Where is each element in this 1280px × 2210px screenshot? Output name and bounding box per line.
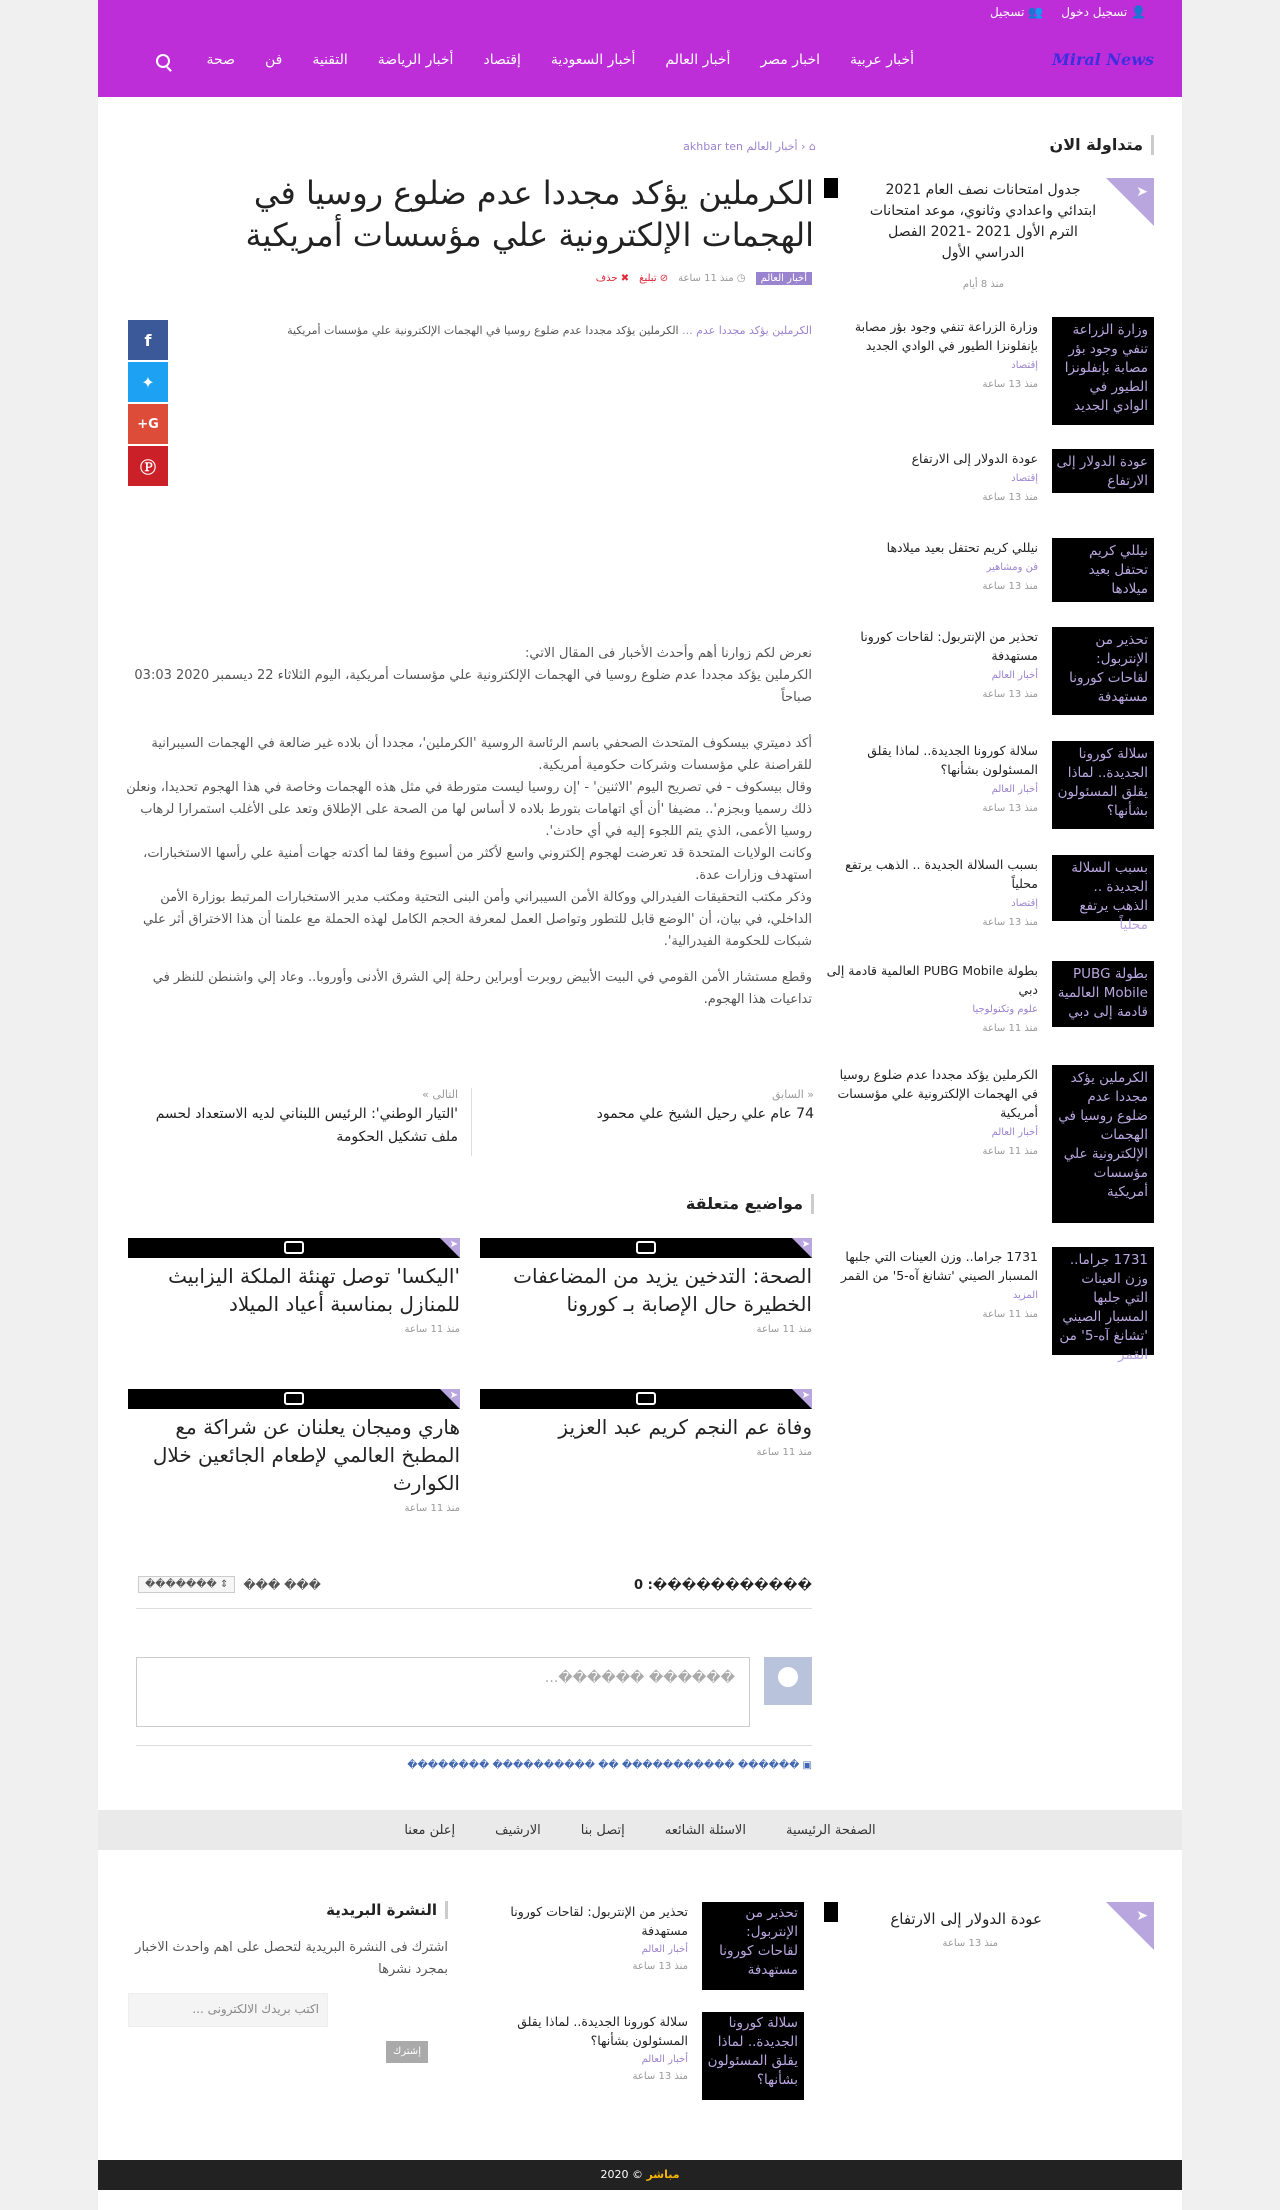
footer-nav-item[interactable]: الصفحة الرئيسية bbox=[785, 1822, 876, 1838]
newsletter-subscribe-button[interactable]: إشترك bbox=[386, 2041, 428, 2063]
image-icon bbox=[636, 1241, 656, 1254]
related-time: منذ 11 ساعة bbox=[404, 1324, 460, 1335]
page bbox=[98, 0, 1182, 2210]
pin-icon: ➤ bbox=[449, 1390, 458, 1401]
next-title: 'التيار الوطني': الرئيس اللبناني لديه الاستعداد لحسم ملف تشكيل الحكومة bbox=[155, 1106, 458, 1145]
trending-time: منذ 11 ساعة bbox=[982, 1023, 1038, 1034]
time-label: منذ 11 ساعة bbox=[678, 273, 734, 284]
related-item[interactable] bbox=[128, 1389, 460, 1514]
related-title: 'اليكسا' توصل تهنئة الملكة اليزابيث للمنازل بمناسبة أعياد الميلاد bbox=[168, 1264, 460, 1316]
report-button[interactable]: ⊘ تبليغ bbox=[639, 273, 669, 284]
trending-time: منذ 11 ساعة bbox=[982, 1309, 1038, 1320]
pin-icon: ➤ bbox=[449, 1239, 458, 1250]
copyright bbox=[98, 2160, 1182, 2190]
nav-item[interactable]: أخبار السعودية bbox=[550, 52, 636, 68]
prev-label: « السابق bbox=[771, 1088, 814, 1101]
avatar bbox=[764, 1657, 812, 1705]
nav-item[interactable]: أخبار عربية bbox=[850, 52, 914, 68]
trending-time: منذ 13 ساعة bbox=[982, 803, 1038, 814]
footer-nav-item[interactable]: إتصل بنا bbox=[580, 1822, 625, 1838]
footer bbox=[98, 1870, 1182, 2160]
divider bbox=[136, 1745, 812, 1746]
nav-item[interactable]: فن bbox=[264, 52, 283, 68]
trending-thumb: وزارة الزراعة تنفي وجود بؤر مصابة بإنفلونزا الطيور في الوادي الجديد bbox=[1052, 317, 1154, 425]
trending-title: نيللي كريم تحتفل بعيد ميلادها bbox=[886, 540, 1038, 555]
newsletter-email-input[interactable]: اكتب بريدك الالكترونى ... bbox=[128, 1993, 328, 2027]
divider bbox=[136, 1608, 812, 1609]
trending-thumb: بسبب السلالة الجديدة .. الذهب يرتفع محلياً bbox=[1052, 855, 1154, 921]
article-intro bbox=[122, 643, 812, 709]
category-badge[interactable]: أخبار العالم bbox=[756, 272, 812, 285]
pin-icon: ➤ bbox=[1136, 184, 1148, 200]
trending-category[interactable]: إقتصاد bbox=[1011, 360, 1038, 371]
footer-featured[interactable] bbox=[824, 1902, 1154, 1962]
footer-item-title: تحذير من الإنتربول: لقاحات كورونا مستهدفة bbox=[510, 1904, 688, 1938]
footer-thumb: سلالة كورونا الجديدة.. لماذا يقلق المسئولون بشأنها؟ bbox=[702, 2012, 804, 2100]
image-alt-link[interactable]: الكرملين يؤكد مجددا عدم ... bbox=[682, 324, 812, 337]
search-icon[interactable] bbox=[156, 54, 170, 68]
pin-icon: ➤ bbox=[801, 1390, 810, 1401]
sort-select[interactable]: ⇕ ������� bbox=[138, 1576, 235, 1593]
trending-title: 1731 جراما.. وزن العينات التي جلبها المسبار الصيني 'تشانغ آه-5' من القمر bbox=[840, 1249, 1038, 1283]
fb-plugin-label: ������ ����������� �� ���������� �������� bbox=[407, 1760, 800, 1771]
trending-time: منذ 13 ساعة bbox=[982, 917, 1038, 928]
copyright-year: 2020 © bbox=[600, 2168, 643, 2181]
next-post[interactable] bbox=[128, 1088, 458, 1149]
thumb-placeholder bbox=[824, 1902, 838, 1922]
image-icon bbox=[284, 1392, 304, 1405]
newsletter-text: اشترك فى النشرة البريدية لتحصل على اهم واحدث الاخبار بمجرد نشرها bbox=[135, 1940, 448, 1977]
article-time: ◷ منذ 11 ساعة bbox=[678, 273, 746, 284]
breadcrumb-section[interactable]: أخبار العالم bbox=[746, 140, 798, 153]
trending-title: الكرملين يؤكد مجددا عدم ضلوع روسيا في الهجمات الإلكترونية علي مؤسسات أمريكية bbox=[837, 1067, 1038, 1120]
featured-time: منذ 8 أيام bbox=[962, 279, 1004, 290]
register-label: تسجيل bbox=[989, 5, 1025, 19]
trending-title: وزارة الزراعة تنفي وجود بؤر مصابة بإنفلونزا الطيور في الوادي الجديد bbox=[854, 319, 1038, 353]
footer-item-time: منذ 13 ساعة bbox=[632, 1961, 688, 1972]
main-nav bbox=[177, 52, 914, 68]
footer-featured-title: عودة الدولار إلى الارتفاع bbox=[890, 1910, 1042, 1928]
home-icon[interactable]: ⌂ bbox=[809, 140, 816, 153]
image-icon bbox=[284, 1241, 304, 1254]
footer-item-title: سلالة كورونا الجديدة.. لماذا يقلق المسئولون بشأنها؟ bbox=[517, 2014, 688, 2048]
delete-button[interactable]: ✖ حذف bbox=[595, 273, 630, 284]
prev-post[interactable] bbox=[484, 1088, 814, 1126]
related-title: هاري وميجان يعلنان عن شراكة مع المطبخ العالمي لإطعام الجائعين خلال الكوارث bbox=[152, 1415, 460, 1495]
divider bbox=[471, 1088, 472, 1156]
footer-item-category[interactable]: أخبار العالم bbox=[641, 2054, 688, 2065]
intro-line-1: نعرض لكم زوارنا أهم وأحدث الأخبار فى المقال الاتي: bbox=[525, 646, 812, 661]
nav-item[interactable]: أخبار الرياضة bbox=[377, 52, 454, 68]
article-meta bbox=[596, 272, 812, 285]
nav-item[interactable]: التقنية bbox=[312, 52, 348, 68]
footer-nav-item[interactable]: الاسئلة الشائعه bbox=[664, 1822, 746, 1838]
facebook-share-icon[interactable]: f bbox=[128, 320, 168, 360]
trending-time: منذ 11 ساعة bbox=[982, 1146, 1038, 1157]
paragraph: وقال بيسكوف - في تصريح اليوم 'الاثنين' - 'إن روسيا ليست متورطة في مثل هذه الهجمات وخاصة في هذا الهجوم تحديدا، ونعلن ذلك رسميا وبجزم'.. مضيفا 'أن أي اتهامات بتورط بلاده لا أساس لها من الصحة على الإطلاق وتعد على الأغلب استمرارا لرهاب روسيا الأعمى، الذي يتم اللجوء إليه في أي حادث'. bbox=[126, 780, 812, 839]
pin-icon: ➤ bbox=[1136, 1908, 1148, 1924]
image-alt-text: الكرملين يؤكد مجددا عدم ضلوع روسيا في الهجمات الإلكترونية علي مؤسسات أمريكية bbox=[287, 324, 679, 337]
trending-time: منذ 13 ساعة bbox=[982, 581, 1038, 592]
nav-item[interactable]: أخبار العالم bbox=[665, 52, 731, 68]
prev-title: 74 عام علي رحيل الشيخ علي محمود bbox=[596, 1106, 814, 1122]
related-item[interactable] bbox=[128, 1238, 460, 1335]
related-heading: مواضيع متعلقة bbox=[686, 1194, 814, 1214]
article-body bbox=[122, 733, 812, 1011]
user-links bbox=[990, 5, 1146, 19]
post-navigation bbox=[128, 1088, 814, 1158]
trending-title: تحذير من الإنتربول: لقاحات كورونا مستهدفة bbox=[860, 629, 1038, 663]
delete-label: حذف bbox=[595, 273, 618, 284]
trending-category[interactable]: أخبار العالم bbox=[991, 1127, 1038, 1138]
related-item[interactable] bbox=[480, 1238, 812, 1335]
copyright-brand[interactable]: مباشر bbox=[646, 2168, 680, 2181]
related-time: منذ 11 ساعة bbox=[756, 1324, 812, 1335]
footer-featured-time: منذ 13 ساعة bbox=[942, 1938, 998, 1949]
login-label: تسجيل دخول bbox=[1061, 5, 1128, 19]
footer-thumb: تحذير من الإنتربول: لقاحات كورونا مستهدفة bbox=[702, 1902, 804, 1990]
related-time: منذ 11 ساعة bbox=[756, 1447, 812, 1458]
footer-nav-item[interactable]: الارشيف bbox=[495, 1822, 541, 1838]
pin-icon: ➤ bbox=[801, 1239, 810, 1250]
related-time: منذ 11 ساعة bbox=[404, 1503, 460, 1514]
google-plus-share-icon[interactable]: G+ bbox=[128, 404, 168, 444]
trending-time: منذ 13 ساعة bbox=[982, 492, 1038, 503]
related-thumb bbox=[128, 1238, 460, 1258]
trending-title: بطولة PUBG Mobile العالمية قادمة إلى دبي bbox=[826, 963, 1038, 997]
twitter-share-icon[interactable]: ✦ bbox=[128, 362, 168, 402]
related-title: الصحة: التدخين يزيد من المضاعفات الخطيرة حال الإصابة بـ كورونا bbox=[513, 1264, 812, 1316]
paragraph: أكد دميتري بيسكوف المتحدث الصحفي باسم الرئاسة الروسية 'الكرملين'، مجددا أن بلاده غير ضالعة في الهجمات السيبرانية للقراصنة علي مؤسسات وشركات حكومية أمريكية. bbox=[151, 736, 812, 773]
sidebar-heading: متداولة الان bbox=[824, 135, 1154, 155]
trending-title: بسبب السلالة الجديدة .. الذهب يرتفع محلياً bbox=[845, 857, 1038, 891]
trending-category[interactable]: إقتصاد bbox=[1011, 898, 1038, 909]
comment-input[interactable]: ������ ������... bbox=[136, 1657, 750, 1727]
newsletter bbox=[128, 1900, 448, 2063]
trending-category[interactable]: إقتصاد bbox=[1011, 473, 1038, 484]
trending-thumb: عودة الدولار إلى الارتفاع bbox=[1052, 449, 1154, 493]
trending-thumb: سلالة كورونا الجديدة.. لماذا يقلق المسئولون بشأنها؟ bbox=[1052, 741, 1154, 829]
next-label: التالى » bbox=[422, 1088, 458, 1101]
trending-category[interactable]: أخبار العالم bbox=[991, 784, 1038, 795]
trending-title: سلالة كورونا الجديدة.. لماذا يقلق المسئولون بشأنها؟ bbox=[867, 743, 1038, 777]
related-title: وفاة عم النجم كريم عبد العزيز bbox=[558, 1415, 812, 1439]
trending-category[interactable]: المزيد bbox=[1012, 1290, 1038, 1301]
article-title: الكرملين يؤكد مجددا عدم ضلوع روسيا في الهجمات الإلكترونية علي مؤسسات أمريكية bbox=[245, 174, 814, 254]
newsletter-heading: النشرة البريدية bbox=[326, 1901, 448, 1919]
trending-thumb: 1731 جراما.. وزن العينات التي جلبها المسبار الصيني 'تشانغ آه-5' من القمر bbox=[1052, 1247, 1154, 1355]
comment-sort bbox=[138, 1576, 321, 1593]
site-header bbox=[98, 0, 1182, 97]
sidebar-trending bbox=[824, 135, 1154, 1363]
pinterest-share-icon[interactable]: Ⓟ bbox=[128, 446, 168, 486]
article-image bbox=[182, 324, 812, 337]
paragraph: وقطع مستشار الأمن القومي في البيت الأبيض روبرت أوبراين رحلة إلي الشرق الأدنى وأوروبا.. وعاد إلي واشنطن للنظر في تداعيات هذا الهجوم. bbox=[152, 970, 812, 1007]
sort-label: ��� ��� bbox=[243, 1577, 321, 1592]
paragraph: وكانت الولايات المتحدة قد تعرضت لهجوم إلكتروني واسع لأكثر من أسبوع وفقا لما أكدته جهات أمنية علي رأسها الاستخبارات، استهدف وزارات عدة. bbox=[143, 846, 812, 883]
trending-category[interactable]: أخبار العالم bbox=[991, 670, 1038, 681]
register-link[interactable]: 👥 تسجيل bbox=[989, 5, 1044, 19]
trending-thumb: نيللي كريم تحتفل بعيد ميلادها bbox=[1052, 538, 1154, 602]
report-label: تبليغ bbox=[639, 273, 657, 284]
trending-title: عودة الدولار إلى الارتفاع bbox=[911, 451, 1038, 466]
comment-count: �����������: 0 bbox=[634, 1578, 812, 1593]
footer-nav-item[interactable]: إعلن معنا bbox=[404, 1822, 456, 1838]
thumb-placeholder bbox=[824, 178, 838, 198]
related-thumb bbox=[128, 1389, 460, 1409]
footer-item-category[interactable]: أخبار العالم bbox=[641, 1944, 688, 1955]
trending-category[interactable]: فن ومشاهير bbox=[986, 562, 1038, 573]
sort-value: ������� bbox=[145, 1579, 217, 1590]
trending-time: منذ 13 ساعة bbox=[982, 379, 1038, 390]
related-thumb bbox=[480, 1238, 812, 1258]
pin-corner bbox=[1106, 1902, 1154, 1950]
trending-time: منذ 13 ساعة bbox=[982, 689, 1038, 700]
breadcrumb-source[interactable]: akhbar ten bbox=[683, 140, 744, 153]
related-thumb bbox=[480, 1389, 812, 1409]
nav-item[interactable]: اخبار مصر bbox=[760, 52, 821, 68]
trending-thumb: تحذير من الإنتربول: لقاحات كورونا مستهدفة bbox=[1052, 627, 1154, 715]
breadcrumb bbox=[683, 140, 816, 153]
site-logo[interactable]: Miral News bbox=[1052, 50, 1154, 69]
image-icon bbox=[636, 1392, 656, 1405]
footer-nav bbox=[98, 1810, 1182, 1850]
trending-thumb: بطولة PUBG Mobile العالمية قادمة إلى دبي bbox=[1052, 961, 1154, 1027]
featured-title: جدول امتحانات نصف العام 2021 ابتدائي واعدادي وثانوي، موعد امتحانات الترم الأول 2021 -2021 الفصل الدراسي الأول bbox=[869, 182, 1097, 261]
breadcrumb-separator: ‹ bbox=[797, 140, 806, 153]
paragraph: وذكر مكتب التحقيقات الفيدرالي ووكالة الأمن السيبراني وأمن البنى التحتية ومكتب مدير الاستخبارات المرتبط بوزارة الأمن الداخلي، في بيان، أن 'الوضع قابل للتطور وتواصل العمل لمعرفة الحجم الكامل لهذه الحملة مع علمنا أن هذا الاختراق أثر علي شبكات للحكومة الفيدرالية'. bbox=[142, 890, 812, 949]
related-item[interactable] bbox=[480, 1389, 812, 1458]
trending-category[interactable]: علوم وتكنولوجيا bbox=[972, 1004, 1038, 1015]
login-link[interactable]: 👤 تسجيل دخول bbox=[1061, 5, 1146, 19]
nav-item[interactable]: صحة bbox=[206, 52, 235, 68]
facebook-comments-plugin[interactable]: ▣ ������ ����������� �� ���������� �������� bbox=[407, 1760, 812, 1771]
trending-thumb: الكرملين يؤكد مجددا عدم ضلوع روسيا في الهجمات الإلكترونية علي مؤسسات أمريكية bbox=[1052, 1065, 1154, 1223]
intro-line-2: الكرملين يؤكد مجددا عدم ضلوع روسيا في الهجمات الإلكترونية علي مؤسسات أمريكية، اليوم الثلاثاء 22 ديسمبر 2020 03:03 صباحاً bbox=[134, 668, 812, 705]
pin-corner bbox=[1106, 178, 1154, 226]
footer-item-time: منذ 13 ساعة bbox=[632, 2071, 688, 2082]
nav-item[interactable]: إقتصاد bbox=[483, 52, 521, 68]
